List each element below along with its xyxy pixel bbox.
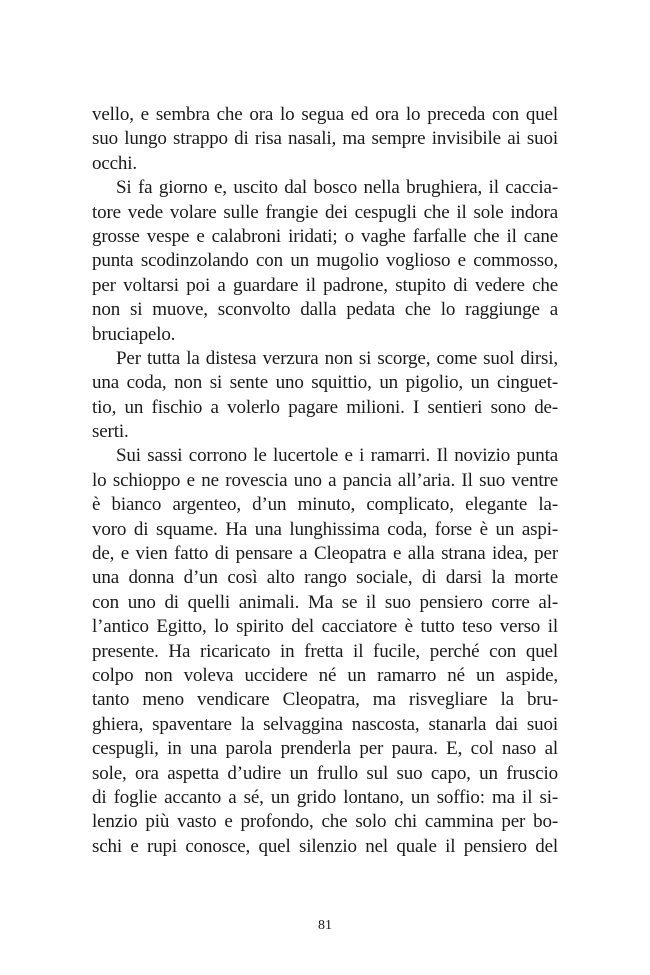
text-line: serti. bbox=[92, 421, 129, 443]
text-line: lo schioppo e ne rovescia uno a pancia all’aria. Il suo ventre bbox=[92, 469, 558, 491]
text-line: presente. Ha ricaricato in fretta il fucile, perché con quel bbox=[92, 640, 558, 662]
text-line: occhi. bbox=[92, 152, 137, 174]
text-line: per voltarsi poi a guardare il padrone, stupito di vedere che bbox=[92, 274, 558, 296]
text-line: tanto meno vendicare Cleopatra, ma risvegliare la bru- bbox=[92, 689, 558, 711]
text-line: sole, ora aspetta d’udire un frullo sul suo capo, un fruscio bbox=[92, 762, 558, 784]
text-line: l’antico Egitto, lo spirito del cacciatore è tutto teso verso il bbox=[92, 616, 558, 638]
page-number: 81 bbox=[318, 918, 332, 933]
text-line: di foglie accanto a sé, un grido lontano, un soffio: ma il si- bbox=[92, 786, 558, 808]
text-line: con uno di quelli animali. Ma se il suo pensiero corre al- bbox=[92, 591, 558, 613]
text-line: suo lungo strappo di risa nasali, ma sempre invisibile ai suoi bbox=[92, 128, 558, 150]
text-line: ghiera, spaventare la selvaggina nascosta, stanarla dai suoi bbox=[92, 713, 558, 735]
text-line: schi e rupi conosce, quel silenzio nel quale il pensiero del bbox=[92, 835, 558, 857]
text-line: tio, un fischio a volerlo pagare milioni. I sentieri sono de- bbox=[92, 396, 558, 418]
text-line: Si fa giorno e, uscito dal bosco nella brughiera, il caccia- bbox=[116, 177, 558, 199]
text-line: cespugli, in una parola prenderla per paura. E, col naso al bbox=[92, 738, 558, 760]
text-line: è bianco argenteo, d’un minuto, complicato, elegante la- bbox=[92, 494, 558, 516]
text-line: Sui sassi corrono le lucertole e i ramarri. Il novizio punta bbox=[116, 445, 558, 467]
text-line: colpo non voleva uccidere né un ramarro né un aspide, bbox=[92, 664, 558, 686]
body-text bbox=[92, 103, 558, 859]
text-line: punta scodinzolando con un mugolio voglioso e commosso, bbox=[92, 250, 558, 272]
text-line: Per tutta la distesa verzura non si scorge, come suol dirsi, bbox=[116, 347, 558, 369]
text-line: bruciapelo. bbox=[92, 323, 176, 345]
text-line: non si muove, sconvolto dalla pedata che lo raggiunge a bbox=[92, 299, 558, 321]
text-line: tore vede volare sulle frangie dei cespugli che il sole indora bbox=[92, 201, 558, 223]
text-line: una donna d’un così alto rango sociale, di darsi la morte bbox=[92, 567, 558, 589]
text-line: grosse vespe e calabroni iridati; o vaghe farfalle che il cane bbox=[92, 225, 558, 247]
text-line: voro di squame. Ha una lunghissima coda, forse è un aspi- bbox=[92, 518, 558, 540]
text-line: de, e vien fatto di pensare a Cleopatra e alla strana idea, per bbox=[92, 543, 558, 565]
text-line: una coda, non si sente uno squittio, un pigolio, un cinguet- bbox=[92, 372, 558, 394]
text-line: lenzio più vasto e profondo, che solo chi cammina per bo- bbox=[92, 811, 558, 833]
text-line: vello, e sembra che ora lo segua ed ora lo preceda con quel bbox=[92, 104, 558, 125]
